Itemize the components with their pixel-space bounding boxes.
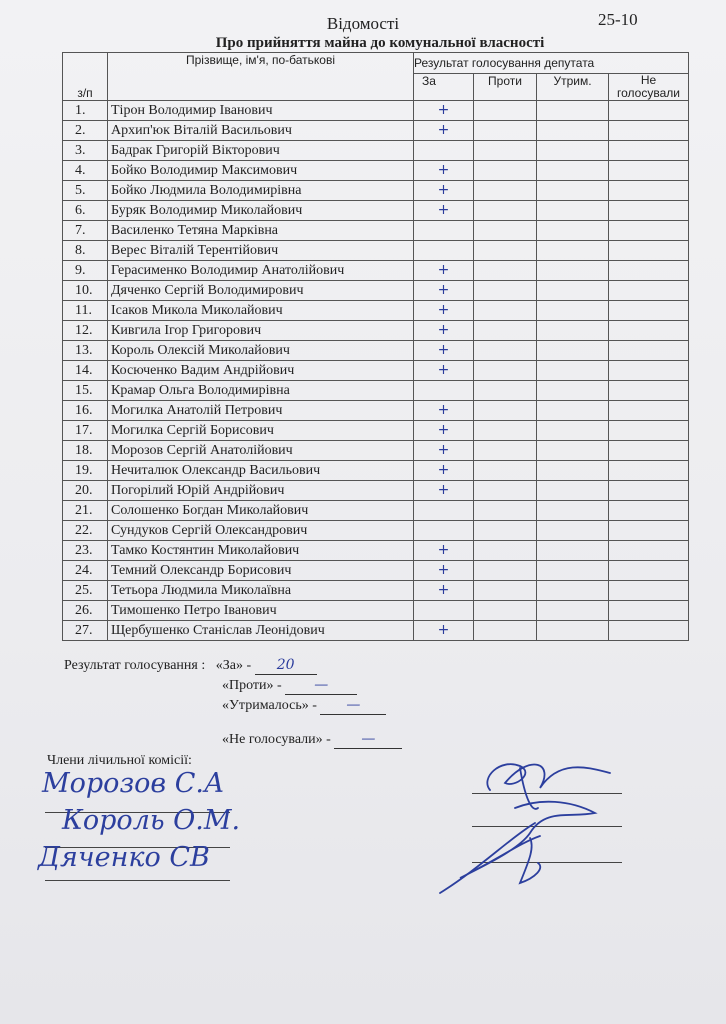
vote-against-cell: [474, 541, 537, 561]
row-number: 22.: [63, 521, 108, 541]
vote-against-cell: [474, 461, 537, 481]
vote-for-mark: +: [414, 261, 474, 281]
vote-for-mark: +: [414, 321, 474, 341]
deputy-name: Щербушенко Станіслав Леонідович: [108, 621, 414, 641]
row-number: 6.: [63, 201, 108, 221]
vote-abstain-cell: [537, 481, 609, 501]
vote-for-mark: +: [414, 541, 474, 561]
deputy-name: Кивгила Ігор Григорович: [108, 321, 414, 341]
vote-not-voted-cell: [609, 441, 689, 461]
vote-for-mark: +: [414, 461, 474, 481]
table-row: [63, 401, 689, 421]
vote-abstain-cell: [537, 181, 609, 201]
row-number: 15.: [63, 381, 108, 401]
vote-abstain-cell: [537, 361, 609, 381]
table-row: [63, 241, 689, 261]
vote-not-voted-cell: [609, 601, 689, 621]
row-number: 27.: [63, 621, 108, 641]
vote-for-mark: +: [414, 301, 474, 321]
vote-not-voted-cell: [609, 421, 689, 441]
vote-abstain-cell: [537, 601, 609, 621]
vote-against-cell: [474, 341, 537, 361]
vote-against-cell: [474, 621, 537, 641]
deputy-name: Тірон Володимир Іванович: [108, 101, 414, 121]
vote-for-mark: +: [414, 201, 474, 221]
deputy-name: Буряк Володимир Миколайович: [108, 201, 414, 221]
vote-against-cell: [474, 161, 537, 181]
table-row: [63, 501, 689, 521]
row-number: 20.: [63, 481, 108, 501]
table-row: [63, 521, 689, 541]
summary-against-label: «Проти» -: [222, 678, 282, 693]
vote-against-cell: [474, 321, 537, 341]
row-number: 11.: [63, 301, 108, 321]
vote-abstain-cell: [537, 521, 609, 541]
vote-against-cell: [474, 121, 537, 141]
signature-stroke-4: [520, 838, 540, 883]
table-row: [63, 341, 689, 361]
vote-not-voted-cell: [609, 541, 689, 561]
table-row: [63, 221, 689, 241]
vote-not-voted-cell: [609, 101, 689, 121]
vote-for-mark: [414, 501, 474, 521]
table-row: [63, 281, 689, 301]
handwritten-signature-scribble: [420, 738, 630, 908]
table-row: [63, 361, 689, 381]
table-row: [63, 261, 689, 281]
row-number: 13.: [63, 341, 108, 361]
vote-for-mark: [414, 241, 474, 261]
deputy-name: Сундуков Сергій Олександрович: [108, 521, 414, 541]
table-row: [63, 421, 689, 441]
vote-not-voted-cell: [609, 261, 689, 281]
row-number: 8.: [63, 241, 108, 261]
summary-not-voted-field: [334, 731, 402, 749]
column-header-against: Проти: [474, 74, 537, 101]
vote-abstain-cell: [537, 461, 609, 481]
voting-table: [62, 52, 689, 641]
table-row: [63, 541, 689, 561]
vote-abstain-cell: [537, 241, 609, 261]
vote-not-voted-cell: [609, 281, 689, 301]
vote-not-voted-cell: [609, 241, 689, 261]
vote-abstain-cell: [537, 561, 609, 581]
vote-against-cell: [474, 201, 537, 221]
summary-against-line: [222, 677, 357, 695]
vote-not-voted-cell: [609, 501, 689, 521]
row-number: 4.: [63, 161, 108, 181]
vote-not-voted-cell: [609, 561, 689, 581]
row-number: 19.: [63, 461, 108, 481]
deputy-name: Бойко Володимир Максимович: [108, 161, 414, 181]
vote-against-cell: [474, 481, 537, 501]
vote-against-cell: [474, 301, 537, 321]
row-number: 1.: [63, 101, 108, 121]
deputy-name: Василенко Тетяна Марківна: [108, 221, 414, 241]
vote-against-cell: [474, 241, 537, 261]
deputy-name: Морозов Сергій Анатолійович: [108, 441, 414, 461]
vote-not-voted-cell: [609, 521, 689, 541]
vote-for-mark: +: [414, 161, 474, 181]
table-row: [63, 461, 689, 481]
vote-for-mark: [414, 521, 474, 541]
vote-for-mark: [414, 381, 474, 401]
vote-for-mark: +: [414, 581, 474, 601]
commission-signature-2: Король О.М.: [62, 805, 241, 836]
deputy-name: Солошенко Богдан Миколайович: [108, 501, 414, 521]
deputy-name: Король Олексій Миколайович: [108, 341, 414, 361]
vote-for-mark: +: [414, 121, 474, 141]
deputy-name: Погорілий Юрій Андрійович: [108, 481, 414, 501]
vote-abstain-cell: [537, 281, 609, 301]
vote-against-cell: [474, 221, 537, 241]
vote-not-voted-cell: [609, 581, 689, 601]
summary-for-line: [64, 657, 317, 675]
vote-for-mark: +: [414, 561, 474, 581]
vote-not-voted-cell: [609, 301, 689, 321]
table-row: [63, 621, 689, 641]
row-number: 21.: [63, 501, 108, 521]
table-row: [63, 481, 689, 501]
vote-abstain-cell: [537, 141, 609, 161]
vote-not-voted-cell: [609, 341, 689, 361]
deputy-name: Герасименко Володимир Анатолійович: [108, 261, 414, 281]
vote-abstain-cell: [537, 321, 609, 341]
vote-abstain-cell: [537, 621, 609, 641]
column-group-header-result: Результат голосування депутата: [414, 53, 689, 74]
vote-not-voted-cell: [609, 621, 689, 641]
row-number: 9.: [63, 261, 108, 281]
vote-for-mark: [414, 601, 474, 621]
vote-against-cell: [474, 381, 537, 401]
vote-for-mark: +: [414, 181, 474, 201]
deputy-name: Архип'юк Віталій Васильович: [108, 121, 414, 141]
deputy-name: Темний Олександр Борисович: [108, 561, 414, 581]
table-row: [63, 141, 689, 161]
vote-abstain-cell: [537, 261, 609, 281]
vote-not-voted-cell: [609, 141, 689, 161]
table-row: [63, 321, 689, 341]
summary-not-voted-value: —: [361, 731, 376, 747]
commission-signature-1: Морозов С.А: [42, 768, 225, 799]
table-row: [63, 161, 689, 181]
vote-not-voted-cell: [609, 121, 689, 141]
deputy-name: Бадрак Григорій Вікторович: [108, 141, 414, 161]
commission-label: Члени лічильної комісії:: [47, 753, 192, 768]
vote-against-cell: [474, 521, 537, 541]
vote-not-voted-cell: [609, 381, 689, 401]
table-row: [63, 381, 689, 401]
table-row: [63, 441, 689, 461]
summary-against-field: [285, 677, 357, 695]
vote-abstain-cell: [537, 301, 609, 321]
deputy-name: Крамар Ольга Володимирівна: [108, 381, 414, 401]
summary-abstain-label: «Утрималось» -: [222, 698, 317, 713]
vote-not-voted-cell: [609, 321, 689, 341]
table-row: [63, 121, 689, 141]
vote-not-voted-cell: [609, 221, 689, 241]
vote-against-cell: [474, 421, 537, 441]
table-row: [63, 561, 689, 581]
vote-abstain-cell: [537, 101, 609, 121]
summary-for-value: 20: [276, 657, 295, 673]
vote-for-mark: [414, 141, 474, 161]
vote-against-cell: [474, 361, 537, 381]
row-number: 3.: [63, 141, 108, 161]
row-number: 18.: [63, 441, 108, 461]
vote-against-cell: [474, 401, 537, 421]
vote-abstain-cell: [537, 161, 609, 181]
vote-against-cell: [474, 501, 537, 521]
vote-abstain-cell: [537, 381, 609, 401]
summary-result-label: Результат голосування :: [64, 658, 206, 673]
vote-abstain-cell: [537, 341, 609, 361]
vote-abstain-cell: [537, 401, 609, 421]
table-row: [63, 181, 689, 201]
row-number: 17.: [63, 421, 108, 441]
vote-against-cell: [474, 561, 537, 581]
table-row: [63, 301, 689, 321]
vote-for-mark: +: [414, 401, 474, 421]
summary-abstain-value: —: [346, 697, 361, 713]
summary-for-field: [255, 657, 317, 675]
vote-abstain-cell: [537, 421, 609, 441]
row-number: 12.: [63, 321, 108, 341]
column-header-for: За: [414, 74, 474, 101]
vote-against-cell: [474, 141, 537, 161]
vote-abstain-cell: [537, 581, 609, 601]
vote-for-mark: +: [414, 481, 474, 501]
document-subtitle: Про прийняття майна до комунальної власності: [215, 35, 545, 51]
table-row: [63, 601, 689, 621]
vote-for-mark: [414, 221, 474, 241]
vote-for-mark: +: [414, 281, 474, 301]
signature-stroke-1: [487, 764, 610, 790]
vote-for-mark: +: [414, 341, 474, 361]
row-number: 16.: [63, 401, 108, 421]
signature-stroke-3: [460, 802, 595, 878]
summary-abstain-line: [222, 697, 386, 715]
deputy-name: Бойко Людмила Володимирівна: [108, 181, 414, 201]
vote-against-cell: [474, 101, 537, 121]
vote-against-cell: [474, 181, 537, 201]
deputy-name: Верес Віталій Терентійович: [108, 241, 414, 261]
table-row: [63, 101, 689, 121]
summary-not-voted-line: [222, 731, 402, 749]
deputy-name: Нечиталюк Олександр Васильович: [108, 461, 414, 481]
vote-against-cell: [474, 261, 537, 281]
vote-not-voted-cell: [609, 481, 689, 501]
row-number: 10.: [63, 281, 108, 301]
row-number: 14.: [63, 361, 108, 381]
vote-against-cell: [474, 281, 537, 301]
vote-against-cell: [474, 441, 537, 461]
vote-not-voted-cell: [609, 161, 689, 181]
vote-for-mark: +: [414, 101, 474, 121]
vote-abstain-cell: [537, 121, 609, 141]
row-number: 2.: [63, 121, 108, 141]
vote-abstain-cell: [537, 221, 609, 241]
deputy-name: Ісаков Микола Миколайович: [108, 301, 414, 321]
summary-abstain-field: [320, 697, 386, 715]
table-row: [63, 201, 689, 221]
vote-not-voted-cell: [609, 201, 689, 221]
vote-against-cell: [474, 601, 537, 621]
summary-not-voted-label: «Не голосували» -: [222, 732, 331, 747]
column-header-number: з/п: [63, 53, 108, 101]
deputy-name: Тимошенко Петро Іванович: [108, 601, 414, 621]
vote-for-mark: +: [414, 621, 474, 641]
deputy-name: Косюченко Вадим Андрійович: [108, 361, 414, 381]
vote-for-mark: +: [414, 441, 474, 461]
vote-abstain-cell: [537, 541, 609, 561]
column-header-abstain: Утрим.: [537, 74, 609, 101]
document-number: 25-10: [598, 10, 638, 29]
column-header-not-voted: Не голосували: [609, 74, 689, 101]
row-number: 26.: [63, 601, 108, 621]
document-title: Відомості: [326, 14, 400, 33]
vote-not-voted-cell: [609, 361, 689, 381]
deputy-name: Дяченко Сергій Володимирович: [108, 281, 414, 301]
row-number: 23.: [63, 541, 108, 561]
vote-not-voted-cell: [609, 461, 689, 481]
vote-against-cell: [474, 581, 537, 601]
vote-abstain-cell: [537, 441, 609, 461]
vote-not-voted-cell: [609, 401, 689, 421]
deputy-name: Могилка Сергій Борисович: [108, 421, 414, 441]
commission-signature-3: Дяченко СВ: [38, 842, 210, 873]
commission-sign-line-3: [45, 880, 230, 881]
summary-against-value: —: [314, 677, 329, 693]
vote-abstain-cell: [537, 501, 609, 521]
deputy-name: Тамко Костянтин Миколайович: [108, 541, 414, 561]
row-number: 5.: [63, 181, 108, 201]
deputy-name: Тетьора Людмила Миколаївна: [108, 581, 414, 601]
row-number: 7.: [63, 221, 108, 241]
vote-for-mark: +: [414, 361, 474, 381]
summary-for-label: «За» -: [215, 658, 252, 673]
column-header-name: Прізвище, ім'я, по-батькові: [108, 53, 414, 101]
voting-table-body: [63, 101, 689, 641]
table-row: [63, 581, 689, 601]
vote-not-voted-cell: [609, 181, 689, 201]
vote-abstain-cell: [537, 201, 609, 221]
deputy-name: Могилка Анатолій Петрович: [108, 401, 414, 421]
vote-for-mark: +: [414, 421, 474, 441]
row-number: 24.: [63, 561, 108, 581]
row-number: 25.: [63, 581, 108, 601]
